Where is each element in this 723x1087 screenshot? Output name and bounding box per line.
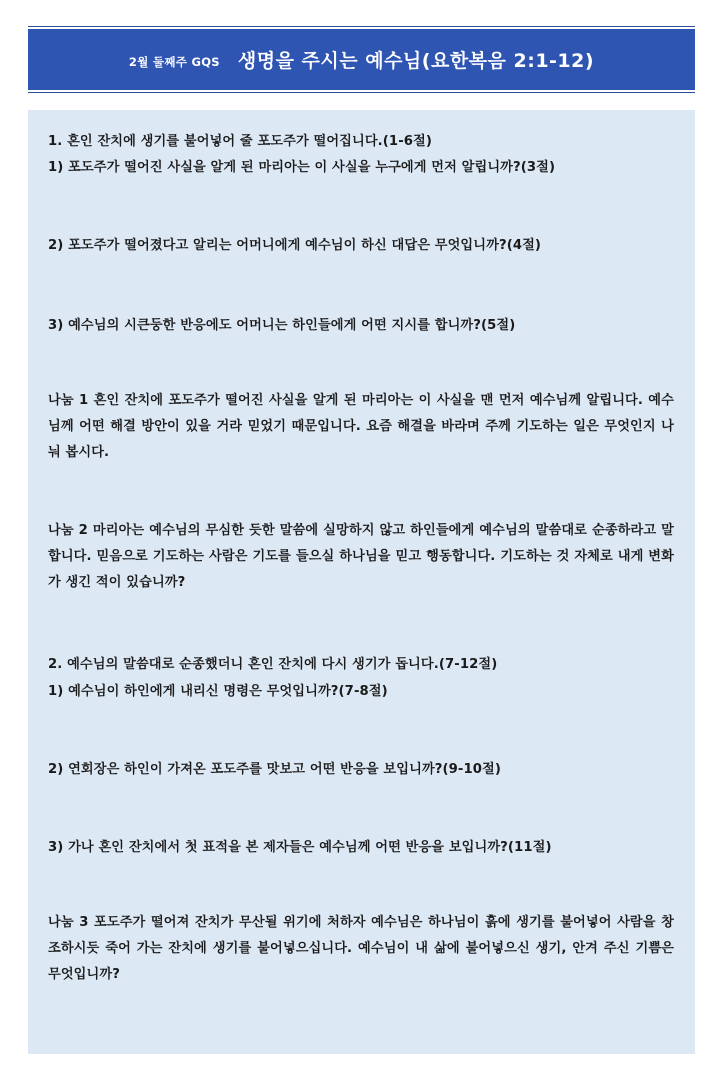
week-label: 2월 둘째주 GQS (128, 54, 220, 69)
section1-question-1: 1) 포도주가 떨어진 사실을 알게 된 마리아는 이 사실을 누구에게 먼저 알립니까?(3절) (48, 160, 556, 175)
page-title: 생명을 주시는 예수님(요한복음 2:1-12) (237, 50, 595, 72)
study-content (28, 110, 695, 1054)
section2-heading: 2. 예수님의 말씀대로 순종했더니 혼인 잔치에 다시 생기가 돕니다.(7-12절) (48, 657, 498, 672)
share-1: 나눔 1 혼인 잔치에 포도주가 떨어진 사실을 알게 된 마리아는 이 사실을 맨 먼저 예수님께 알립니다. 예수님께 어떤 해결 방안이 있을 거라 믿었기 때문입니다. 요즘 해결을 바라며 주께 기도하는 일은 무엇인지 나눠 봅시다. (48, 393, 674, 460)
share-3: 나눔 3 포도주가 떨어져 잔치가 무산될 위기에 처하자 예수님은 하나님이 흙에 생기를 불어넣어 사람을 창조하시듯 죽어 가는 잔치에 생기를 불어넣으십니다. 예수님이 내 삶에 불어넣으신 생기, 안겨 주신 기쁨은 무엇입니까? (48, 915, 674, 982)
section2-question-3: 3) 가나 혼인 잔치에서 첫 표적을 본 제자들은 예수님께 어떤 반응을 보입니까?(11절) (48, 840, 552, 855)
section1-question-3: 3) 예수님의 시큰둥한 반응에도 어머니는 하인들에게 어떤 지시를 합니까?(5절) (48, 318, 516, 333)
header-banner (28, 26, 695, 93)
share-2: 나눔 2 마리아는 예수님의 무심한 듯한 말씀에 실망하지 않고 하인들에게 예수님의 말씀대로 순종하라고 말합니다. 믿음으로 기도하는 사람은 기도를 들으실 하나님을 믿고 행동합니다. 기도하는 것 자체로 내게 변화가 생긴 적이 있습니까? (48, 523, 674, 590)
section1-heading: 1. 혼인 잔치에 생기를 불어넣어 줄 포도주가 떨어집니다.(1-6절) (48, 134, 433, 149)
section2-question-1: 1) 예수님이 하인에게 내리신 명령은 무엇입니까?(7-8절) (48, 684, 388, 699)
section1-question-2: 2) 포도주가 떨어졌다고 알리는 어머니에게 예수님이 하신 대답은 무엇입니까?(4절) (48, 238, 542, 253)
header-bar (28, 29, 695, 90)
section2-question-2: 2) 연회장은 하인이 가져온 포도주를 맛보고 어떤 반응을 보입니까?(9-10절) (48, 762, 501, 777)
